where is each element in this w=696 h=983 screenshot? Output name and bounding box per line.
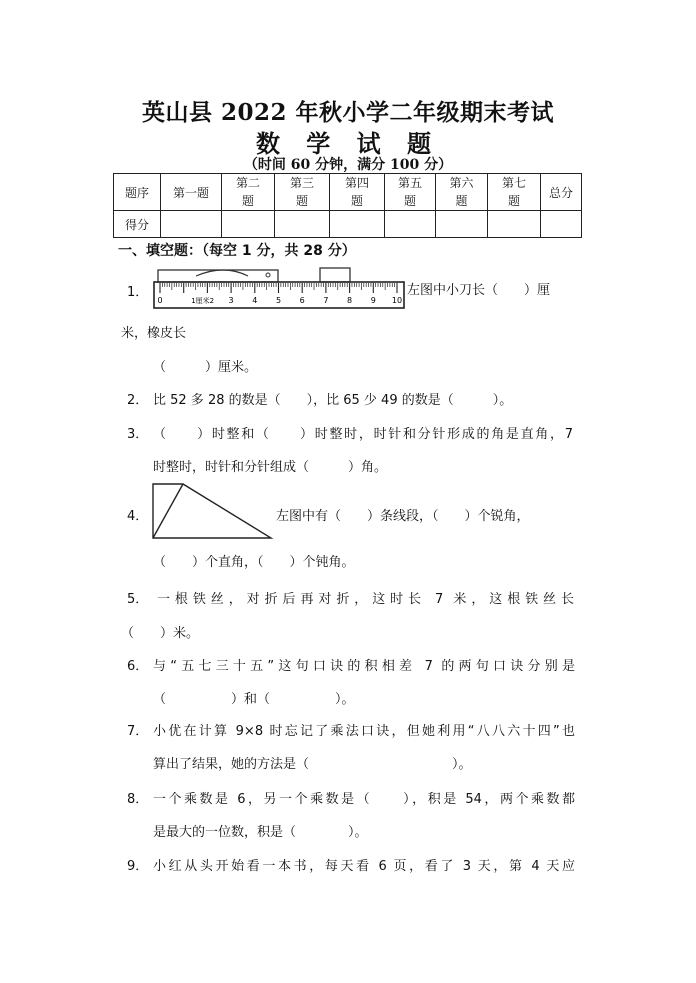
knife-hole	[266, 273, 270, 277]
triangle-figure	[150, 481, 274, 541]
score-table-cell: 第四 题	[330, 174, 385, 211]
ruler-label: 8	[347, 296, 353, 305]
question-text: （ ）时整和（ ）时整时，时针和分针形成的角是直角，7	[153, 427, 573, 442]
question-number: 6．	[127, 659, 149, 674]
question-number: 1．	[127, 285, 149, 300]
ruler-label: 7	[323, 296, 329, 305]
ruler-label: 1厘米2	[191, 297, 215, 305]
exam-title: 英山县 2022 年秋小学二年级期末考试	[141, 99, 555, 126]
question-text: （ ）个直角，（ ）个钝角。	[153, 555, 355, 570]
ruler-label: 6	[299, 296, 305, 305]
question-number: 2．	[127, 393, 149, 408]
ruler-label: 4	[252, 296, 258, 305]
question-text: 一根铁丝，对折后再对折，这时长 7 米，这根铁丝长	[157, 592, 575, 607]
question-number: 5．	[127, 592, 149, 607]
question-text: 时整时，时针和分针组成（ ）角。	[153, 460, 388, 475]
triangle-diagonal	[153, 484, 183, 538]
score-table-header-row	[114, 174, 582, 211]
eraser	[320, 268, 350, 282]
question-text: 与“五七三十五”这句口诀的积相差 7 的两句口诀分别是	[153, 659, 575, 674]
score-input-cell[interactable]	[275, 211, 330, 238]
question-text: 米，橡皮长	[121, 326, 187, 341]
exam-note: （时间 60 分钟，满分 100 分）	[243, 157, 453, 173]
question-text: （ ）厘米。	[153, 360, 258, 375]
question-text: 算出了结果，她的方法是（ ）。	[153, 757, 472, 772]
ruler-ticks	[160, 283, 397, 293]
ruler-label: 0	[157, 296, 163, 305]
ruler-label: 10	[391, 296, 403, 305]
knife-handle	[196, 270, 248, 276]
score-table-cell: 第七 题	[488, 174, 541, 211]
section-heading: 一、填空题：（每空 1 分，共 28 分）	[118, 243, 356, 259]
score-input-cell[interactable]	[541, 211, 582, 238]
question-number: 4．	[127, 509, 149, 524]
score-table-cell: 第六 题	[436, 174, 488, 211]
score-input-cell[interactable]	[330, 211, 385, 238]
question-text: 左图中小刀长（ ）厘	[407, 283, 551, 298]
question-text: 一个乘数是 6，另一个乘数是（ ），积是 54，两个乘数都	[153, 792, 575, 807]
score-table-cell: 总分	[541, 174, 582, 211]
question-text: 小红从头开始看一本书，每天看 6 页，看了 3 天，第 4 天应	[153, 859, 575, 874]
score-table-cell: 第二 题	[222, 174, 275, 211]
ruler-label: 9	[370, 296, 376, 305]
ruler-label: 5	[275, 296, 282, 305]
score-table	[113, 173, 582, 238]
question-text: 是最大的一位数，积是（ ）。	[153, 825, 368, 840]
score-table-cell: 题序	[114, 174, 161, 211]
score-table-cell: 第一题	[161, 174, 222, 211]
ruler-illustration	[152, 266, 408, 312]
score-input-cell[interactable]	[488, 211, 541, 238]
question-number: 3．	[127, 427, 149, 442]
score-input-cell[interactable]	[385, 211, 436, 238]
score-input-cell[interactable]	[222, 211, 275, 238]
ruler-labels	[157, 296, 402, 305]
knife-blade	[158, 270, 278, 282]
question-number: 9．	[127, 859, 149, 874]
question-number: 8．	[127, 792, 149, 807]
score-table-score-row	[114, 211, 582, 238]
question-text: 比 52 多 28 的数是（ ），比 65 少 49 的数是（ ）。	[153, 393, 513, 408]
triangle-outline	[153, 484, 271, 538]
exam-subtitle: 数 学 试 题	[255, 129, 441, 158]
question-text: 左图中有（ ）条线段，（ ）个锐角，	[276, 509, 530, 524]
score-input-cell[interactable]	[161, 211, 222, 238]
question-text: （ ）米。	[121, 626, 200, 641]
question-number: 7．	[127, 724, 149, 739]
ruler-label: 3	[228, 296, 234, 305]
score-input-cell[interactable]	[436, 211, 488, 238]
question-text: 小优在计算 9×8 时忘记了乘法口诀，但她利用“八八六十四”也	[153, 724, 575, 739]
question-text: （ ）和（ ）。	[153, 692, 355, 707]
score-table-cell: 得分	[114, 211, 161, 238]
score-table-cell: 第五 题	[385, 174, 436, 211]
score-table-cell: 第三 题	[275, 174, 330, 211]
